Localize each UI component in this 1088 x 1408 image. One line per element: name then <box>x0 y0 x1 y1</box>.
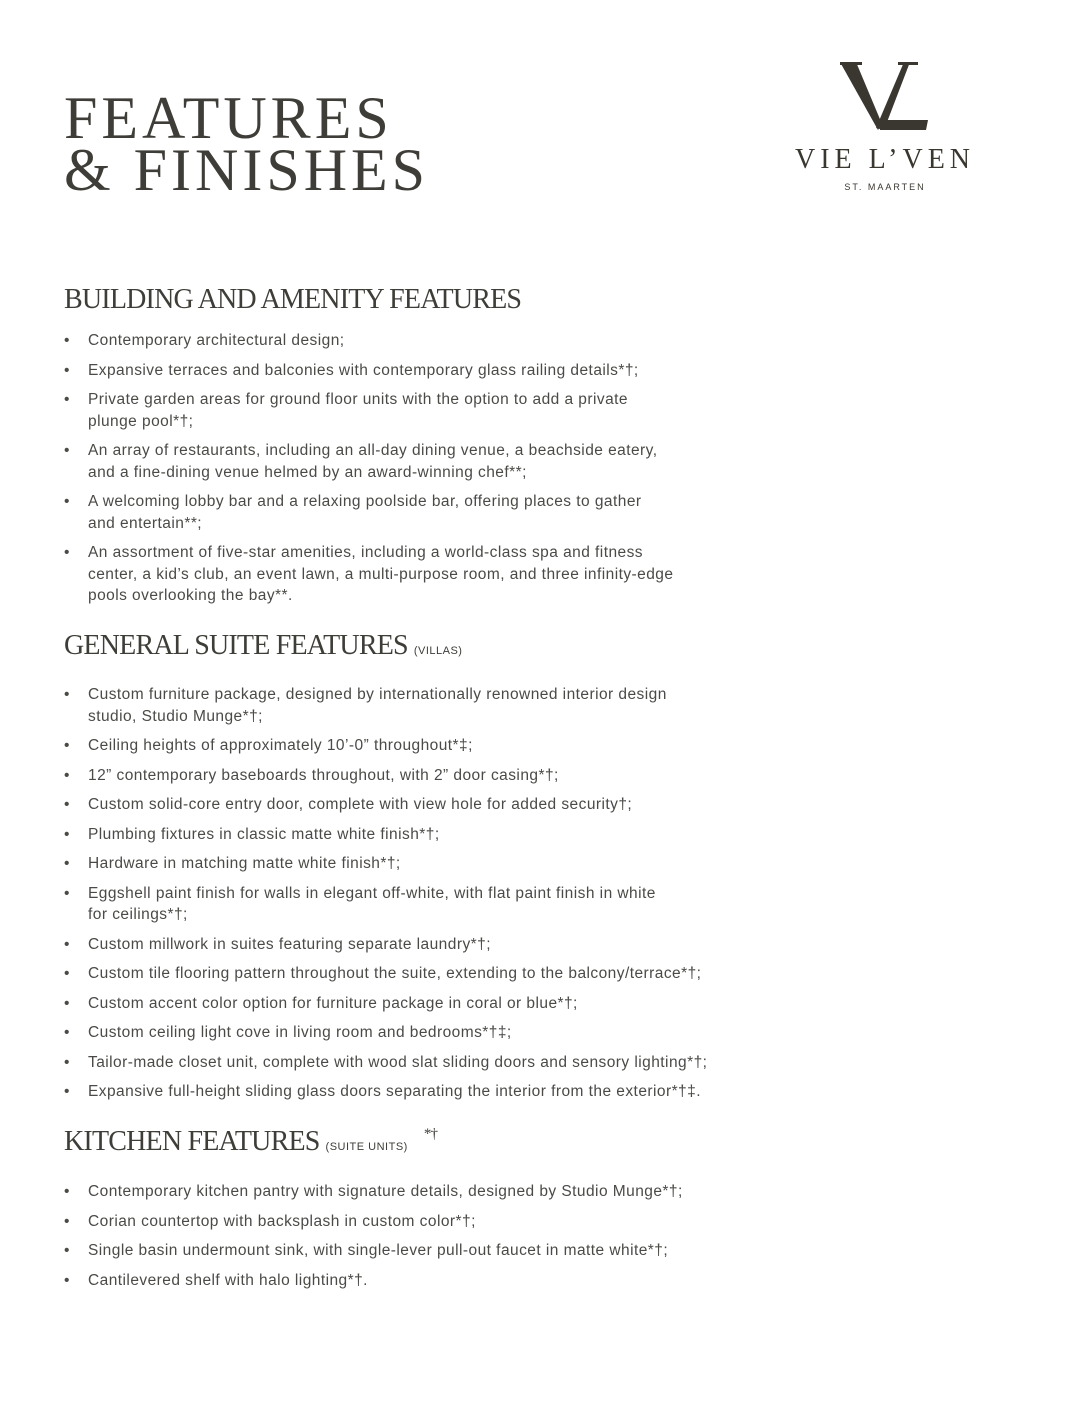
list-item: • An array of restaurants, including an all-day dining venue, a beachside eatery, and a fine-dining venue helmed by an award-winning chef**; <box>64 440 824 483</box>
section-heading-text: KITCHEN FEATURES <box>64 1126 320 1157</box>
list-item: • Eggshell paint finish for walls in elegant off-white, with flat paint finish in white for ceilings*†; <box>64 883 824 926</box>
list-item: • Single basin undermount sink, with single-lever pull-out faucet in matte white*†; <box>64 1240 824 1262</box>
list-item: • Custom millwork in suites featuring separate laundry*†; <box>64 934 824 956</box>
list-item: • Corian countertop with backsplash in custom color*†; <box>64 1211 824 1233</box>
list-item: • 12” contemporary baseboards throughout, with 2” door casing*†; <box>64 765 824 787</box>
list-item: • Custom ceiling light cove in living room and bedrooms*†‡; <box>64 1022 824 1044</box>
vie-lven-logo <box>790 62 980 192</box>
feature-list <box>64 330 824 607</box>
vl-monogram-icon <box>840 62 930 130</box>
page-title-line-1: FEATURES <box>64 85 393 151</box>
list-item: • Contemporary kitchen pantry with signature details, designed by Studio Munge*†; <box>64 1181 824 1203</box>
list-item: • Custom accent color option for furniture package in coral or blue*†; <box>64 993 824 1015</box>
section-heading <box>64 1118 824 1163</box>
footnote-mark: *† <box>423 1126 438 1142</box>
section-heading-text: GENERAL SUITE FEATURES <box>64 630 408 661</box>
section-heading-text: BUILDING AND AMENITY FEATURES <box>64 284 522 315</box>
page-title <box>64 85 430 203</box>
list-item: • Expansive terraces and balconies with contemporary glass railing details*†; <box>64 360 824 382</box>
logo-location: ST. MAARTEN <box>844 182 926 192</box>
page-title-line-2: & FINISHES <box>64 137 430 203</box>
list-item: • Cantilevered shelf with halo lighting*†. <box>64 1270 824 1292</box>
list-item: • Plumbing fixtures in classic matte white finish*†; <box>64 824 824 846</box>
list-item: • A welcoming lobby bar and a relaxing poolside bar, offering places to gather and entertain**; <box>64 491 824 534</box>
general-suite-section <box>64 630 824 1111</box>
list-item: • Tailor-made closet unit, complete with wood slat sliding doors and sensory lighting*†; <box>64 1052 824 1074</box>
section-heading <box>64 630 824 667</box>
list-item: • Private garden areas for ground floor units with the option to add a private plunge pool*†; <box>64 389 824 432</box>
list-item: • Custom solid-core entry door, complete with view hole for added security†; <box>64 794 824 816</box>
feature-list <box>64 1181 824 1291</box>
section-heading <box>64 284 824 316</box>
section-subheading: (SUITE UNITS) <box>325 1141 408 1153</box>
list-item: • Ceiling heights of approximately 10’-0” throughout*‡; <box>64 735 824 757</box>
section-subheading: (VILLAS) <box>413 645 463 657</box>
list-item: • Hardware in matching matte white finish*†; <box>64 853 824 875</box>
feature-list <box>64 684 824 1103</box>
list-item: • Expansive full-height sliding glass doors separating the interior from the exterior*†‡. <box>64 1081 824 1103</box>
list-item: • Custom furniture package, designed by internationally renowned interior design studio, Studio Munge*†; <box>64 684 824 727</box>
kitchen-features-section <box>64 1118 824 1299</box>
list-item: • Contemporary architectural design; <box>64 330 824 352</box>
logo-wordmark: VIE L’VEN <box>794 144 976 175</box>
building-amenity-section <box>64 284 824 615</box>
list-item: • An assortment of five-star amenities, including a world-class spa and fitness center, a kid’s club, an event lawn, a multi-purpose room, and three infinity-edge pools overlooking the bay**. <box>64 542 824 607</box>
list-item: • Custom tile flooring pattern throughout the suite, extending to the balcony/terrace*†; <box>64 963 824 985</box>
